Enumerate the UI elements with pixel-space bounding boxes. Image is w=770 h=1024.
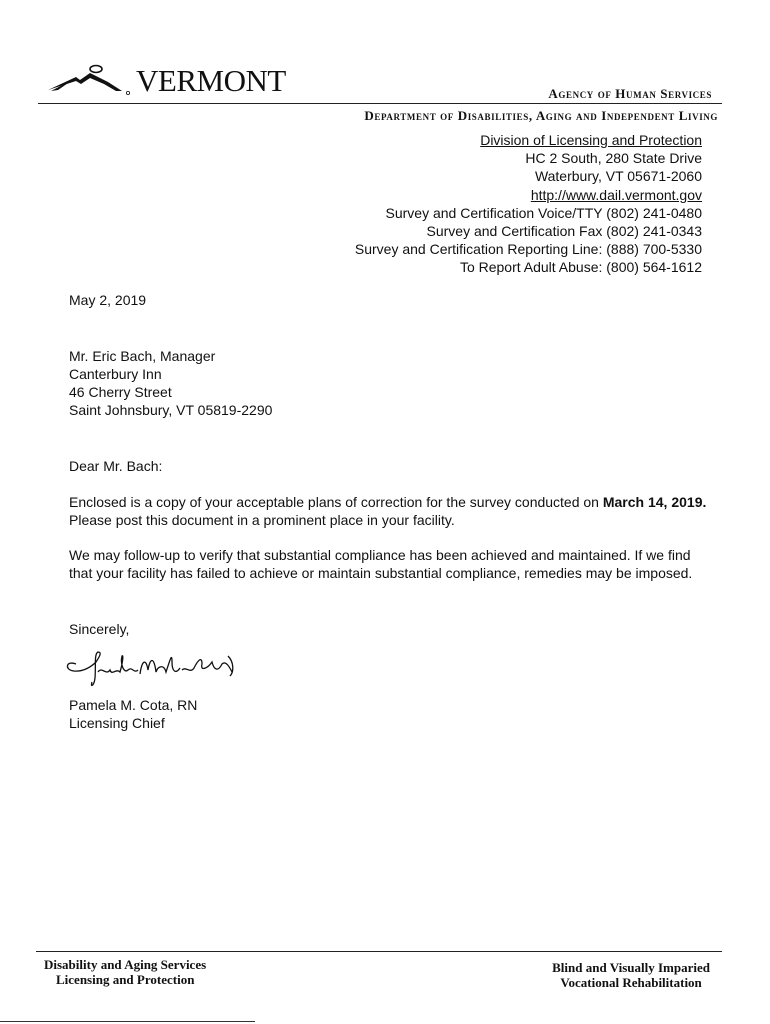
contact-block xyxy=(355,131,702,277)
voice-phone: Survey and Certification Voice/TTY (802) 241-0480 xyxy=(385,204,702,221)
reporting-line: Survey and Certification Reporting Line: (888) 700-5330 xyxy=(354,241,702,258)
paragraph-1 xyxy=(69,493,709,529)
letter-date: May 2, 2019 xyxy=(69,292,147,308)
signer-name: Pamela M. Cota, RN xyxy=(69,697,198,713)
address-line-2: Waterbury, VT 05671-2060 xyxy=(534,168,702,185)
paragraph-1-end: Please post this document in a prominent place in your facility. xyxy=(69,512,455,528)
division-name: Division of Licensing and Protection xyxy=(480,132,702,148)
vermont-mountain-icon xyxy=(46,60,134,96)
fax-number: Survey and Certification Fax (802) 241-0343 xyxy=(426,223,702,240)
signer-block xyxy=(69,696,197,732)
salutation: Dear Mr. Bach: xyxy=(69,458,163,474)
footer-left-line-2: Licensing and Protection xyxy=(56,972,195,987)
address-line-1: HC 2 South, 280 State Drive xyxy=(525,150,702,167)
recipient-name: Mr. Eric Bach, Manager xyxy=(69,348,216,364)
recipient-address xyxy=(69,347,272,419)
paragraph-2: We may follow-up to verify that substantial compliance has been achieved and maintained. If we find that your facility has failed to achieve or maintain substantial compliance, remedies may be imposed. xyxy=(69,547,693,581)
survey-date: March 14, 2019. xyxy=(602,494,707,510)
handwritten-signature xyxy=(62,642,242,697)
bottom-edge-rule xyxy=(0,1021,255,1022)
website-link[interactable]: http://www.dail.vermont.gov xyxy=(530,186,702,203)
footer-right-line-1: Blind and Visually Imparied xyxy=(552,960,710,975)
vermont-logo xyxy=(46,56,286,96)
footer-right xyxy=(552,960,710,990)
footer-rule xyxy=(36,951,722,952)
footer-left xyxy=(44,957,206,987)
closing: Sincerely, xyxy=(69,621,130,637)
header-rule xyxy=(38,103,722,104)
footer-left-line-1: Disability and Aging Services xyxy=(44,957,207,972)
recipient-street: 46 Cherry Street xyxy=(69,384,172,400)
department-name: Department of Disabilities, Aging and Independent Living xyxy=(364,108,718,123)
recipient-org: Canterbury Inn xyxy=(69,366,162,382)
abuse-report-line: To Report Adult Abuse: (800) 564-1612 xyxy=(459,259,702,276)
logo-text: VERMONT xyxy=(136,63,286,98)
paragraph-1-start: Enclosed is a copy of your acceptable plans of correction for the survey conducted on xyxy=(69,494,603,510)
agency-name: Agency of Human Services xyxy=(548,86,712,101)
signer-title: Licensing Chief xyxy=(69,715,165,731)
footer-right-line-2: Vocational Rehabilitation xyxy=(560,975,702,990)
recipient-city: Saint Johnsbury, VT 05819-2290 xyxy=(69,402,273,418)
